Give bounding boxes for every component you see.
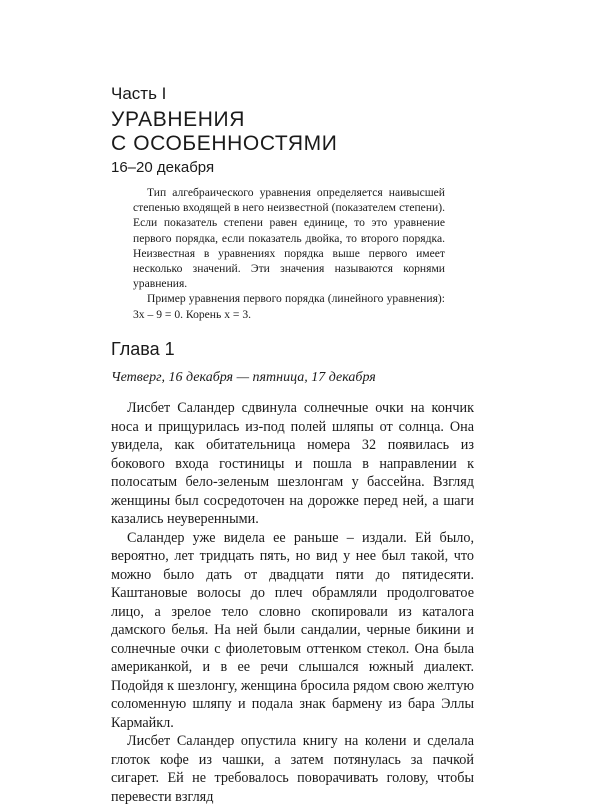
part-title-line-2: С ОСОБЕННОСТЯМИ <box>111 132 338 155</box>
body-paragraph: Лисбет Саландер опустила книгу на колени и сделала глоток кофе из чашки, а затем потянулась за пачкой сигарет. Ей не требовалось поворачивать голову, чтобы перевести взгляд <box>111 733 474 805</box>
chapter-title: Глава 1 <box>111 339 175 359</box>
body-text <box>111 399 474 806</box>
epigraph <box>133 185 445 322</box>
part-title-line-1: УРАВНЕНИЯ <box>111 108 245 131</box>
body-paragraph: Лисбет Саландер сдвинула солнечные очки на кончик носа и прищурилась из-под полей шляпы от солнца. Она увидела, как обитательница номера 32 появилась из бокового входа гостиницы и пошла в направлении к полосатым бело-зеленым шезлонгам у бассейна. Взгляд женщины был сосредоточен на дорожке перед ней, а шаги казались неуверенными. <box>111 400 474 527</box>
epigraph-paragraph: Тип алгебраического уравнения определяется наивысшей степенью входящей в него неизвестной (показателем степени). Если показатель степени равен единице, то это уравнение первого порядка, если показатель двойка, то второго порядка. Неизвестная в уравнениях порядка выше первого имеет несколько значений. Эти значения называются корнями уравнения. <box>133 186 445 291</box>
part-label: Часть I <box>111 84 167 103</box>
body-paragraph: Саландер уже видела ее раньше – издали. Ей было, вероятно, лет тридцать пять, но вид у нее был такой, что можно было дать от двадцати пяти до пятидесяти. Каштановые волосы до плеч обрамляли продолговатое лицо, а зрелое тело словно скопировали из каталога дамского белья. На ней были сандалии, черные бикини и солнечные очки с фиолетовым оттенком стекол. Она была американкой, и в ее речи слышался южный диалект. Подойдя к шезлонгу, женщина бросила рядом свою желтую соломенную шляпу и подала знак бармену из бара Эллы Кармайкл. <box>111 529 474 731</box>
chapter-date: Четверг, 16 декабря — пятница, 17 декабря <box>111 370 376 385</box>
part-title <box>111 108 337 156</box>
epigraph-paragraph: Пример уравнения первого порядка (линейного уравнения): 3x – 9 = 0. Корень x = 3. <box>133 292 445 321</box>
part-dates: 16–20 декабря <box>111 159 215 176</box>
